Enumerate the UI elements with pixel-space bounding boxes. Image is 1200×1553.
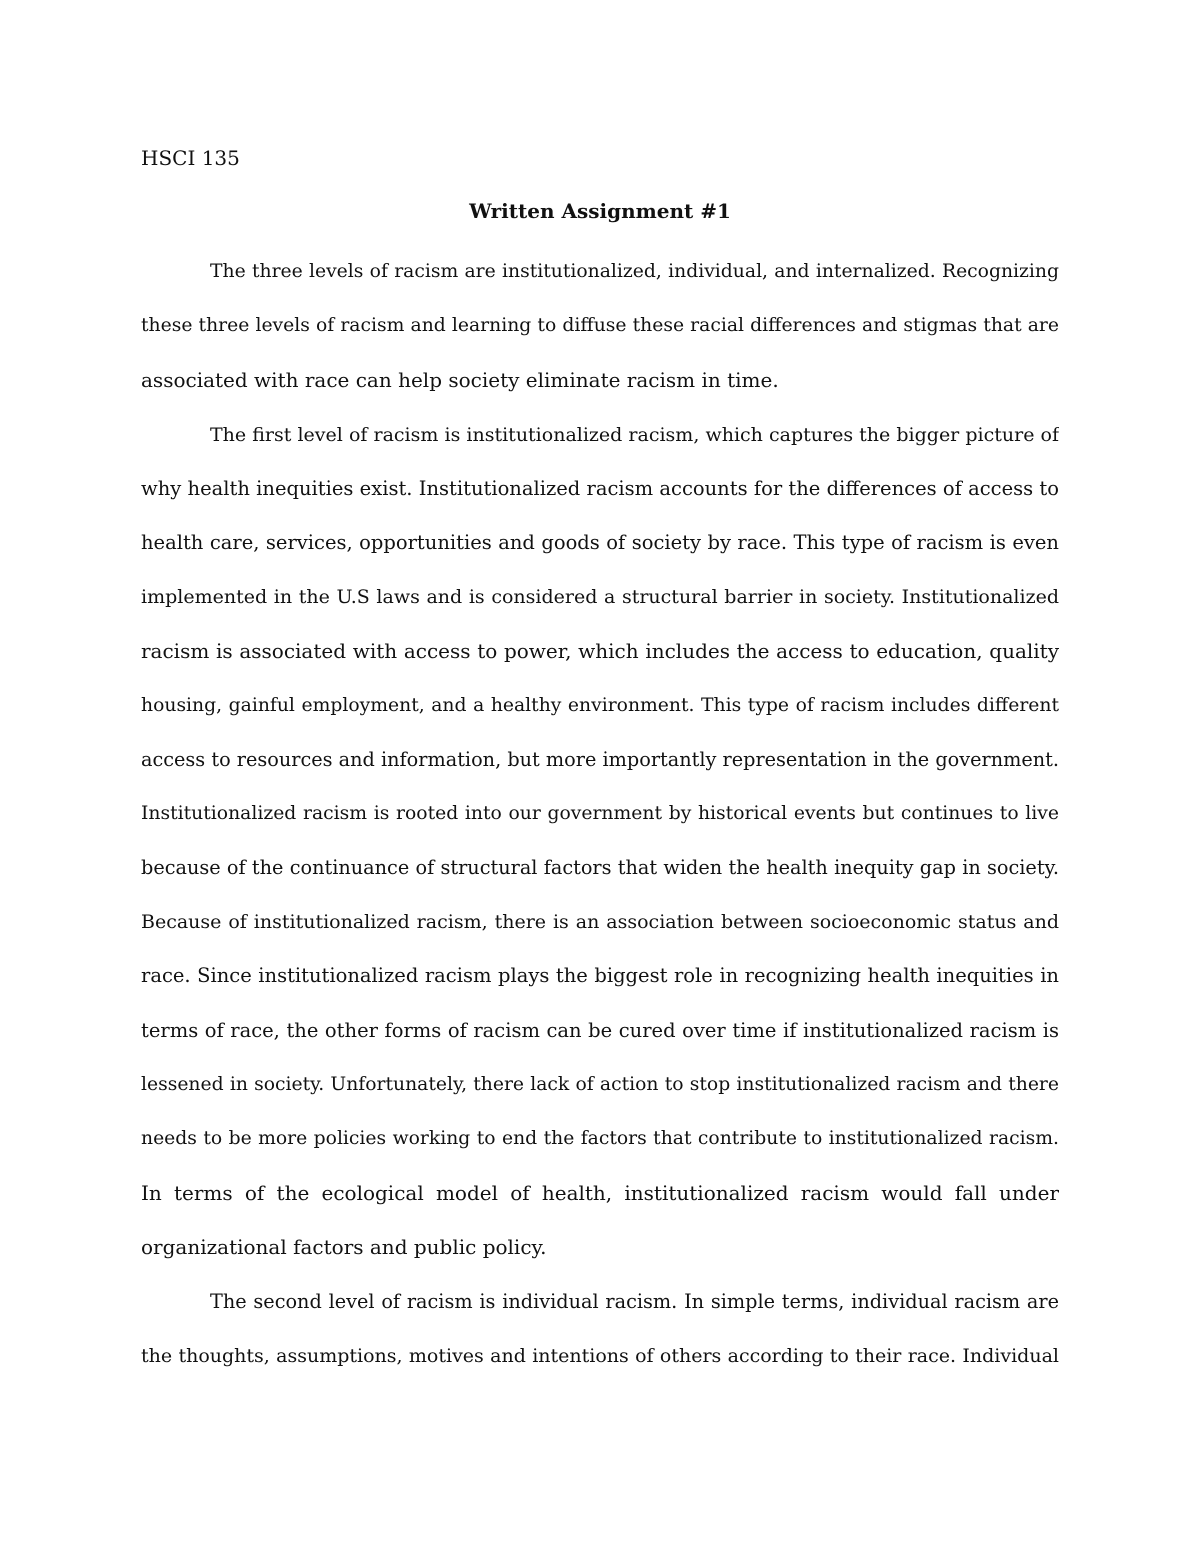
text-line: these three levels of racism and learning to diffuse these racial differences and stigmas that are: [141, 315, 1059, 337]
essay-body: [141, 245, 1059, 1383]
text-line: needs to be more policies working to end the factors that contribute to institutionalized racism.: [141, 1128, 1059, 1149]
text-line: implemented in the U.S laws and is considered a structural barrier in society. Institutionalized: [141, 586, 1059, 609]
text-line: race. Since institutionalized racism plays the biggest role in recognizing health inequities in: [141, 964, 1059, 988]
text-line: housing, gainful employment, and a healthy environment. This type of racism includes different: [141, 694, 1059, 716]
text-line: The three levels of racism are institutionalized, individual, and internalized. Recognizing: [210, 261, 1059, 282]
text-line: Institutionalized racism is rooted into our government by historical events but continues to live: [141, 802, 1059, 824]
text-line: health care, services, opportunities and goods of society by race. This type of racism is even: [141, 530, 1059, 554]
text-line: because of the continuance of structural factors that widen the health inequity gap in society.: [141, 856, 1059, 880]
text-line: lessened in society. Unfortunately, there lack of action to stop institutionalized racism and there: [141, 1073, 1059, 1095]
text-line: terms of race, the other forms of racism can be cured over time if institutionalized racism is: [141, 1018, 1059, 1042]
text-line: The second level of racism is individual racism. In simple terms, individual racism are: [210, 1289, 1059, 1313]
text-line: The first level of racism is institutionalized racism, which captures the bigger picture of: [210, 423, 1059, 446]
text-line: In terms of the ecological model of health, institutionalized racism would fall under: [141, 1181, 1059, 1206]
text-line: racism is associated with access to power, which includes the access to education, quality: [141, 639, 1059, 664]
text-line: organizational factors and public policy.: [141, 1235, 547, 1260]
text-line: access to resources and information, but more importantly representation in the government.: [141, 747, 1059, 771]
assignment-title: Written Assignment #1: [469, 199, 731, 223]
text-line: Because of institutionalized racism, there is an association between socioeconomic status and: [141, 911, 1059, 934]
course-code: HSCI 135: [141, 146, 240, 170]
text-line: the thoughts, assumptions, motives and intentions of others according to their race. Individual: [141, 1344, 1059, 1367]
text-line: why health inequities exist. Institutionalized racism accounts for the differences of access to: [141, 476, 1059, 500]
text-line: associated with race can help society eliminate racism in time.: [141, 368, 779, 393]
